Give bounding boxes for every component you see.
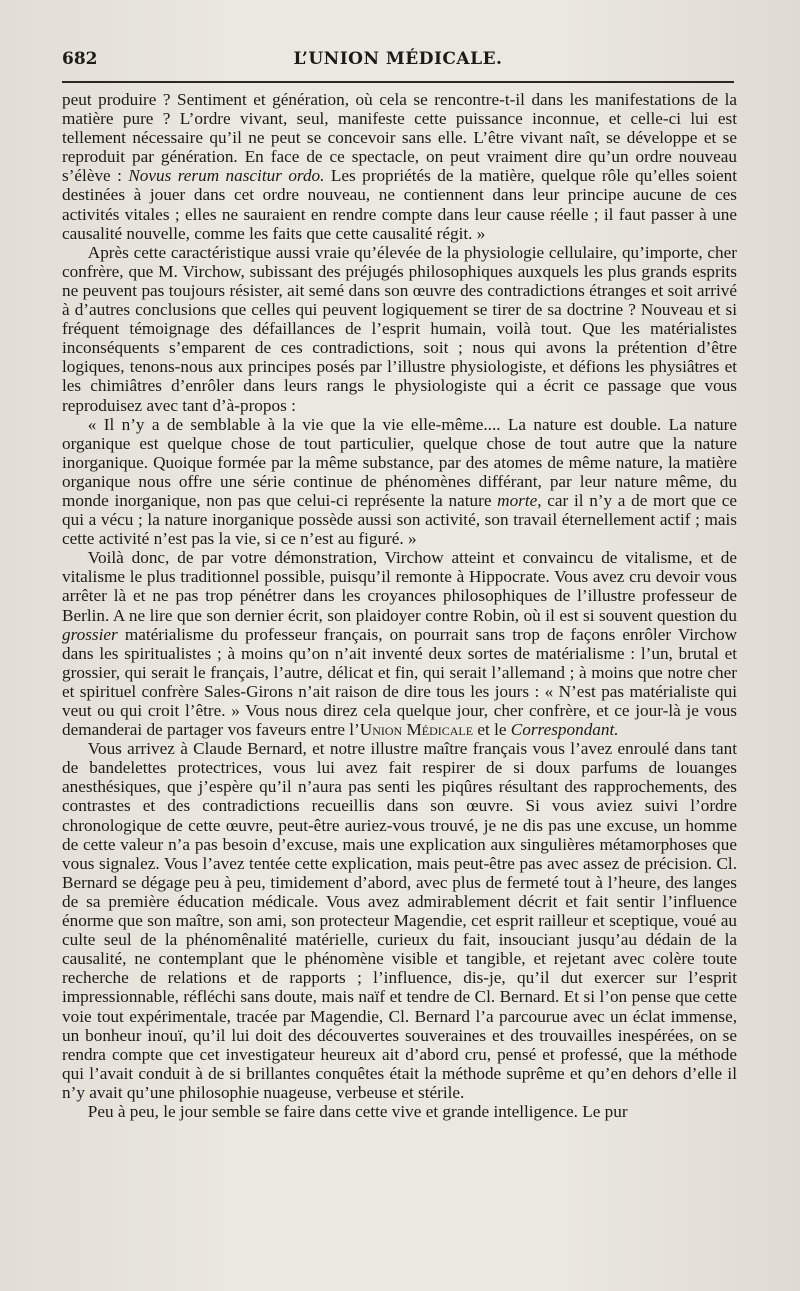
running-head: L’UNION MÉDICALE.: [293, 49, 503, 69]
journal-name: Union Médicale: [359, 720, 474, 740]
article-body: [62, 90, 737, 1121]
page-header: [62, 45, 734, 75]
page-number: 682: [62, 49, 98, 69]
emphasis: morte,: [497, 490, 542, 510]
header-rule: [62, 81, 734, 83]
emphasis: grossier: [62, 624, 118, 644]
journal-name-italic: Correspondant.: [510, 720, 619, 740]
latin-quote: Novus rerum nascitur ordo.: [128, 166, 325, 186]
paragraph: Peu à peu, le jour semble se faire dans cette vive et grande intelligence. Le pur: [87, 1101, 628, 1121]
paragraph: Après cette caractéristique aussi vraie qu’élevée de la physiologie cellulaire, qu’importe, cher confrère, que M. Virchow, subissant des préjugés philosophiques auxquels les plus grands esprits ne peuvent pas toujours résister, ait semé dans son œuvre des contradictions étranges et soit arrivé à d’autres conclusions que celles qui peuvent logiquement se tirer de sa doctrine ? Nouveau et si fréquent témoignage des défaillances de l’esprit humain, voilà tout. Que les matérialistes inconséquents s’emparent de ces contradictions, soit ; nous qui avons la prétention d’être logiques, tenons-nous aux principes posés par l’illustre physiologiste, et défions les physiâtres et les chimiâtres d’enrôler dans leurs rangs le physiologiste qui a écrit ce passage que vous reproduisez avec tant d’à-propos :: [62, 242, 737, 415]
paragraph: Vous arrivez à Claude Bernard, et notre illustre maître français vous l’avez enroulé dans tant de bandelettes protectrices, vous lui avez fait respirer de si doux parfums de louanges anesthésiques, que j’espère qu’il n’aura pas senti les piqûres résultant des rapprochements, des contrastes et des contradictions recueillis dans son œuvre. Si vous aviez suivi l’ordre chronologique de cette œuvre, peut-être auriez-vous trouvé, je ne dis pas une excuse, un homme de cette valeur n’a pas besoin d’excuse, mais une explication aux singulières métamorphoses que vous signalez. Vous l’avez tentée cette explication, mais peut-être pas avec assez de précision. Cl. Bernard se dégage peu à peu, timidement d’abord, avec plus de fermeté tout à l’heure, des langes de sa première éducation médicale. Vous avez admirablement décrit et fait sentir l’influence énorme que son maître, son ami, son protecteur Magendie, cet esprit railleur et sceptique, voué au culte seul de la phénomênalité matérielle, curieux du fait, insouciant jusqu’au dédain de la causalité, ne contemplant que le phénomène visible et tangible, et rejetant avec colère toute recherche de relations et de rapports ; l’influence, dis-je, qu’il dut exercer sur l’esprit impressionnable, réfléchi sans doute, mais naïf et tendre de Cl. Bernard. Et si l’on pense que cette voie tout expérimentale, tracée par Magendie, Cl. Bernard l’a parcourue avec un éclat immense, un bonheur inouï, qu’il lui doit des découvertes souveraines et des trouvailles inespérées, on se rendra compte que cet investigateur heureux ait d’abord cru, pensé et professé, que la méthode qui l’avait conduit à de si brillantes conquêtes était la méthode suprême et qu’en dehors d’elle il n’y avait qu’une philosophie nuageuse, verbeuse et stérile.: [62, 739, 737, 1102]
quoted-paragraph: « Il n’y a de semblable à la vie que la vie elle-même.... La nature est double. La nature organique est quelque chose de tout particulier, quelque chose de tout autre que la nature inorganique. Quoique formée par la même substance, par des atomes de même nature, la matière organique nous offre une série continue de phénomènes différant, par leur nature même, du monde inorganique, non pas que celui-ci représente la nature morte, car il n’y a de mort que ce qui a vécu ; la nature inorganique possède aussi son activité, son travail éternellement actif ; mais cette activité n’est pas la vie, si ce n’est au figuré. »: [62, 414, 737, 549]
paragraph: peut produire ? Sentiment et génération, où cela se rencontre-t-il dans les manifestations de la matière pure ? L’ordre vivant, seul, manifeste cette puissance inconnue, et celle-ci lui est tellement nécessaire qu’il ne peut se concevoir sans elle. L’être vivant naît, se développe et se reproduit par génération. En face de ce spectacle, on peut vraiment dire qu’un ordre nouveau s’élève : Novus rerum nascitur ordo. Les propriétés de la matière, quelque rôle qu’elles soient destinées à jouer dans cet ordre nouveau, ne contiennent dans leur principe aucune de ces activités vitales ; elles ne sauraient en rendre compte dans leur cause réelle ; il faut passer à une causalité nouvelle, comme les faits que cette causalité régit. »: [62, 90, 737, 243]
paragraph: Voilà donc, de par votre démonstration, Virchow atteint et convaincu de vitalisme, et de vitalisme le plus traditionnel possible, puisqu’il remonte à Hippocrate. Vous avez cru devoir vous arrêter là et ne pas trop pénétrer dans les croyances philosophiques de l’illustre professeur de Berlin. A ne lire que son dernier écrit, son plaidoyer contre Robin, où il est si souvent question du grossier matérialisme du professeur français, on pourrait sans trop de façons enrôler Virchow dans les spiritualistes ; à moins qu’on n’ait inventé deux sortes de matérialisme : l’un, brutal et grossier, qui serait le français, l’autre, délicat et fin, qui serait l’allemand ; à moins que notre cher et spirituel confrère Sales-Girons n’ait raison de dire tous les jours : « N’est pas matérialiste qui veut ou qui croit l’être. » Vous nous direz cela quelque jour, cher confrère, et ce jour-là je vous demanderai de partager vos faveurs entre l’Union Médicale et le Correspondant.: [62, 548, 737, 740]
